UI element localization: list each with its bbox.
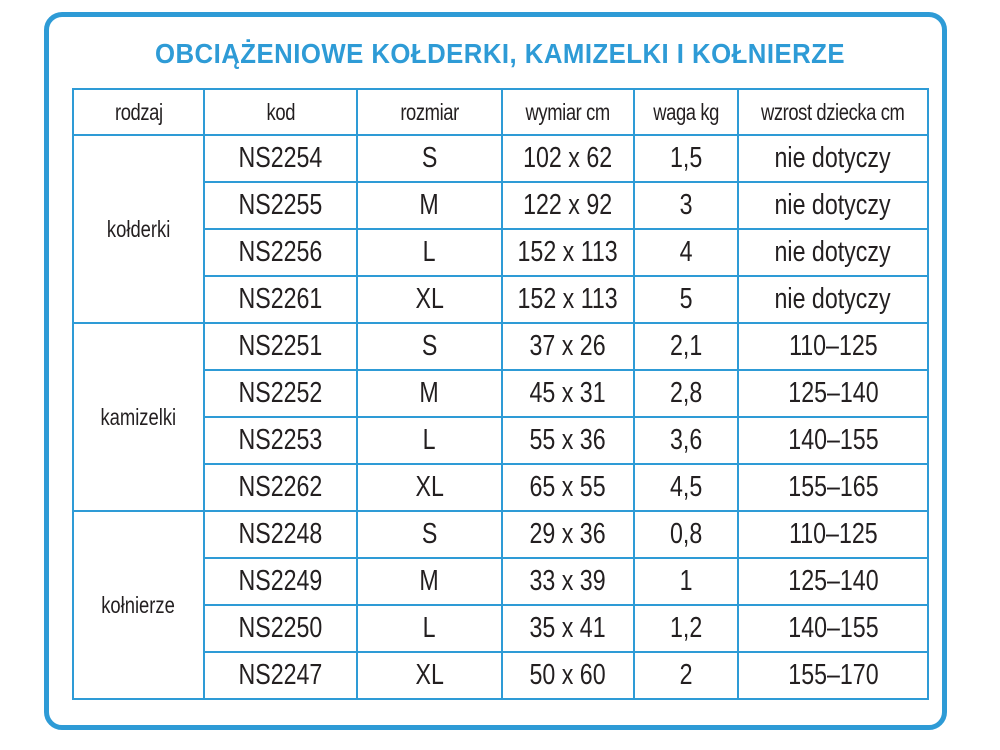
cell-kod: NS2254 (204, 135, 357, 182)
cell-rozmiar: XL (357, 652, 502, 699)
cell-wymiar: 35 x 41 (502, 605, 634, 652)
cell-waga: 3 (634, 182, 738, 229)
cell-wymiar: 45 x 31 (502, 370, 634, 417)
cell-wymiar: 33 x 39 (502, 558, 634, 605)
cell-wzrost: 125–140 (738, 370, 928, 417)
cell-kod: NS2249 (204, 558, 357, 605)
group-label-kamizelki: kamizelki (73, 323, 204, 511)
group-label-kolderki: kołderki (73, 135, 204, 323)
cell-wzrost: 110–125 (738, 511, 928, 558)
cell-kod: NS2262 (204, 464, 357, 511)
cell-rozmiar: S (357, 511, 502, 558)
cell-wzrost: 155–165 (738, 464, 928, 511)
cell-waga: 4 (634, 229, 738, 276)
cell-rozmiar: L (357, 417, 502, 464)
cell-rozmiar: L (357, 229, 502, 276)
cell-rozmiar: M (357, 558, 502, 605)
header-waga: waga kg (634, 89, 738, 135)
cell-waga: 1,2 (634, 605, 738, 652)
header-wzrost: wzrost dziecka cm (738, 89, 928, 135)
cell-rozmiar: M (357, 182, 502, 229)
cell-waga: 2,1 (634, 323, 738, 370)
cell-waga: 2,8 (634, 370, 738, 417)
cell-kod: NS2256 (204, 229, 357, 276)
header-rozmiar: rozmiar (357, 89, 502, 135)
table-row (73, 323, 928, 370)
cell-wzrost: 110–125 (738, 323, 928, 370)
cell-waga: 0,8 (634, 511, 738, 558)
header-rodzaj: rodzaj (73, 89, 204, 135)
header-kod: kod (204, 89, 357, 135)
cell-wymiar: 65 x 55 (502, 464, 634, 511)
cell-wzrost: 140–155 (738, 605, 928, 652)
cell-rozmiar: XL (357, 276, 502, 323)
cell-kod: NS2250 (204, 605, 357, 652)
product-table (72, 88, 929, 700)
cell-kod: NS2252 (204, 370, 357, 417)
cell-wymiar: 102 x 62 (502, 135, 634, 182)
cell-rozmiar: L (357, 605, 502, 652)
cell-waga: 2 (634, 652, 738, 699)
cell-waga: 5 (634, 276, 738, 323)
cell-wzrost: 125–140 (738, 558, 928, 605)
header-row (73, 89, 928, 135)
cell-kod: NS2248 (204, 511, 357, 558)
cell-waga: 3,6 (634, 417, 738, 464)
cell-waga: 1 (634, 558, 738, 605)
cell-wymiar: 152 x 113 (502, 276, 634, 323)
table-row (73, 135, 928, 182)
cell-rozmiar: M (357, 370, 502, 417)
header-wymiar: wymiar cm (502, 89, 634, 135)
cell-wymiar: 37 x 26 (502, 323, 634, 370)
cell-rozmiar: XL (357, 464, 502, 511)
cell-waga: 4,5 (634, 464, 738, 511)
cell-wzrost: 155–170 (738, 652, 928, 699)
cell-rozmiar: S (357, 135, 502, 182)
cell-wzrost: 140–155 (738, 417, 928, 464)
cell-rozmiar: S (357, 323, 502, 370)
cell-wzrost: nie dotyczy (738, 182, 928, 229)
table-row (73, 511, 928, 558)
cell-kod: NS2253 (204, 417, 357, 464)
cell-wymiar: 29 x 36 (502, 511, 634, 558)
cell-kod: NS2247 (204, 652, 357, 699)
group-label-kolnierze: kołnierze (73, 511, 204, 699)
cell-waga: 1,5 (634, 135, 738, 182)
cell-wzrost: nie dotyczy (738, 276, 928, 323)
cell-wzrost: nie dotyczy (738, 135, 928, 182)
page-title: OBCIĄŻENIOWE KOŁDERKI, KAMIZELKI I KOŁNIERZE (155, 38, 845, 69)
cell-kod: NS2261 (204, 276, 357, 323)
cell-kod: NS2251 (204, 323, 357, 370)
cell-kod: NS2255 (204, 182, 357, 229)
cell-wymiar: 152 x 113 (502, 229, 634, 276)
cell-wymiar: 50 x 60 (502, 652, 634, 699)
cell-wymiar: 55 x 36 (502, 417, 634, 464)
cell-wzrost: nie dotyczy (738, 229, 928, 276)
cell-wymiar: 122 x 92 (502, 182, 634, 229)
